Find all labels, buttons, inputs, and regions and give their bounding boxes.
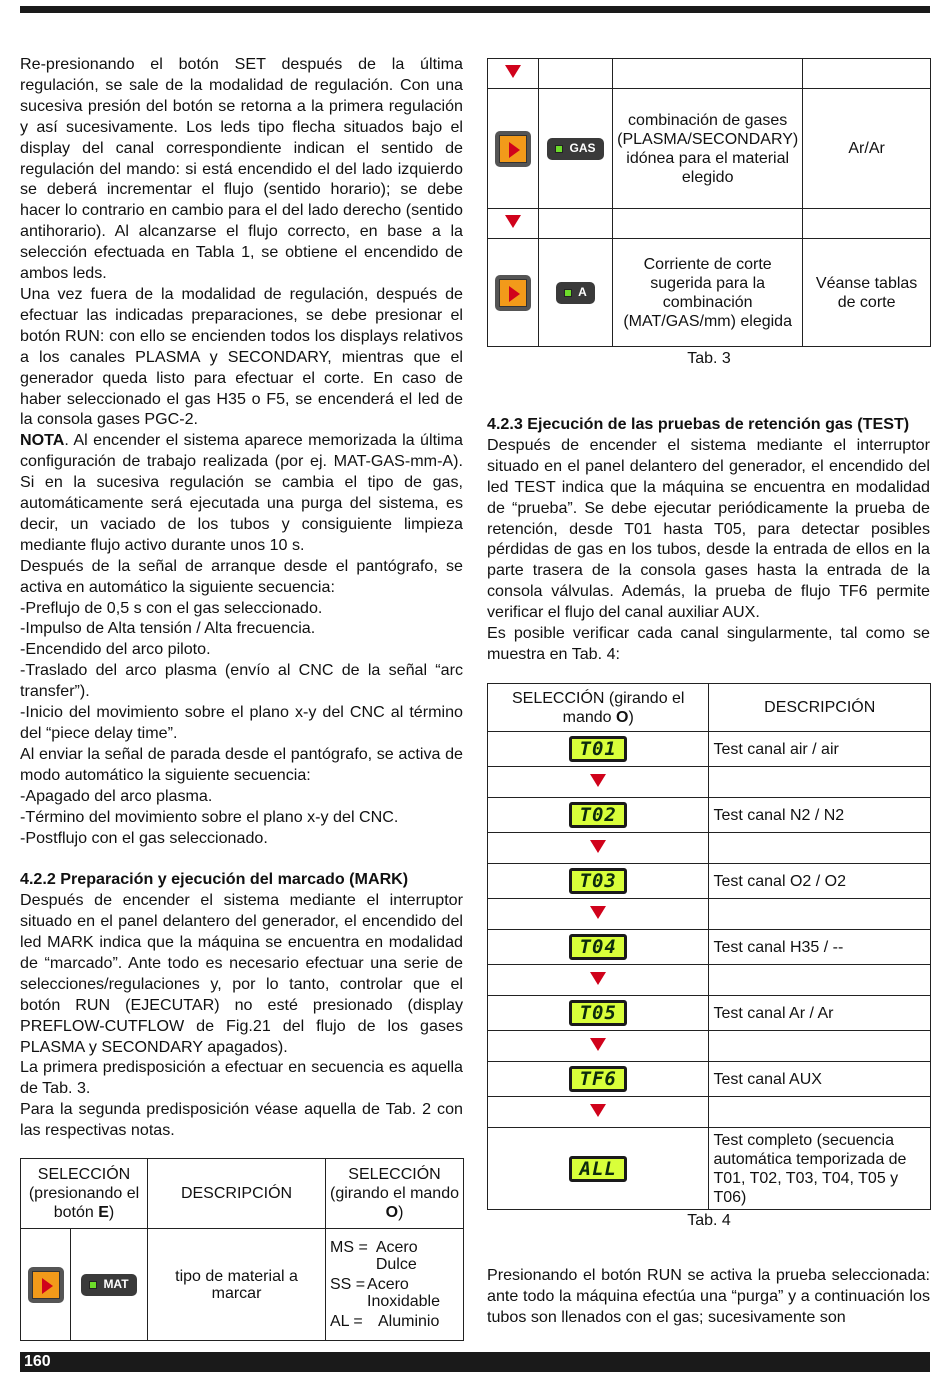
- table-cell: Ar/Ar: [803, 89, 931, 209]
- table-cell: [488, 239, 539, 347]
- nota-text: . Al encender el sistema aparece memorizada la última configuración de trabajo realizada (por ej. MAT-GAS-mm-A). Si en la sucesiva regulación se cambia el tipo de gas, automáticamente será ejecutada una purga del sistema, es decir, un vaciado de los tubos y consiguiente limpieza mediante flujo activo durante unos 10 s.: [20, 431, 463, 554]
- lcd-display: ALL: [569, 1156, 627, 1182]
- paragraph: Después de encender el sistema mediante el interruptor situado en el panel delantero del generador, el encendido del led TEST indica que la máquina se encuentra en modalidad de “prueba”. Se debe ejecutar periódicamente la prueba de retención, desde T01 hasta T05, para detectar posibles pérdidas de gas en los tubos, desde la entrada de ellos en la parte trasera de la consola gases hasta la entrada de la consola válvulas. Además, la prueba de flujo TF6 permite verificar el flujo del canal auxiliar AUX.: [487, 435, 930, 622]
- table-cell: [709, 1031, 931, 1062]
- table-cell: [488, 89, 539, 209]
- right-bottom-paragraph: Presionando el botón RUN se activa la prueba seleccionada: ante todo la máquina efectúa una “purga” y a continuación los tubos son llenados con el gas; sucesivamente son: [487, 1266, 930, 1326]
- lcd-display: T05: [569, 1000, 627, 1026]
- paragraph: Después de encender el sistema mediante el interruptor situado en el panel delantero del generador, el encendido del led MARK indica que la máquina se encuentra en modalidad de “marcado”. Ante todo es necesario efectuar una serie de selecciones/regulaciones y, por lo tanto, controlar que el botón RUN (EJECUTAR) no esté presionado (display PREFLOW-CUTFLOW de Fig.21 del flujo de los gases PLASMA y SECONDARY apagados).: [20, 891, 463, 1056]
- list-item: -Apagado del arco plasma.: [20, 786, 213, 805]
- table-cell: [488, 1097, 709, 1128]
- table-cell: [803, 59, 931, 89]
- table-cell: tipo de material a marcar: [148, 1229, 326, 1341]
- lcd-display: T03: [569, 868, 627, 894]
- mat-led-label: MAT: [81, 1274, 136, 1296]
- table-cell: Test canal air / air: [709, 732, 931, 767]
- table-cell: [709, 899, 931, 930]
- paragraph: Re-presionando el botón SET después de la última regulación, se sale de la modalidad de regulación. Con una sucesiva presión del botón se retorna a la primera regulación y así sucesivamente. Los leds tipo flecha situados bajo el display del canal correspondiente indican el sentido de regulación del mando: si está encendido el del lado izquierdo se deberá incrementar el flujo (sentido horario); se debe hacer lo contrario en cambio para el del lado derecho (sentido antihorario). Al alcanzarse el flujo correcto, en base a la selección efectuada en Tabla 1, se obtiene el encendido de ambos leds.: [20, 55, 463, 283]
- arrow-down-icon: [590, 1104, 606, 1117]
- left-column: [20, 54, 463, 1141]
- table-cell: [709, 833, 931, 864]
- arrow-down-icon: [590, 1038, 606, 1051]
- table-cell: [488, 899, 709, 930]
- section-heading-422: 4.2.2 Preparación y ejecución del marcado (MARK): [20, 870, 409, 889]
- tab3-caption: Tab. 3: [687, 350, 731, 367]
- table-cell: Test canal Ar / Ar: [709, 996, 931, 1031]
- paragraph: Una vez fuera de la modalidad de regulación, después de efectuar las indicadas preparaciones, se debe presionar el botón RUN: con ello se encienden todos los displays relativos a los canales PLASMA y SECONDARY, mientras que el generador queda listo para efectuar el corte. En caso de haber seleccionado el gas H35 o F5, se encenderá el led de la consola gases PGC-2.: [20, 284, 463, 429]
- table-cell: [538, 209, 612, 239]
- paragraph: Después de la señal de arranque desde el pantógrafo, se activa en automático la siguiente secuencia:: [20, 556, 463, 596]
- tab4-caption: Tab. 4: [687, 1212, 731, 1229]
- table-cell: [488, 798, 709, 833]
- table-cell: [488, 996, 709, 1031]
- table-cell: Test canal H35 / --: [709, 930, 931, 965]
- table-cell: [488, 864, 709, 899]
- table-cell: combinación de gases (PLASMA/SECONDARY) idónea para el material elegido: [613, 89, 803, 209]
- table-cell: [488, 732, 709, 767]
- tab4-table: [487, 683, 931, 1210]
- table-cell: [71, 1229, 148, 1341]
- list-item: -Inicio del movimiento sobre el plano x-y del CNC al término del “piece delay time”.: [20, 703, 463, 742]
- arrow-down-icon: [505, 215, 521, 228]
- table-cell: [488, 1128, 709, 1210]
- table-header: SELECCIÓN (girando el mando O): [488, 684, 709, 732]
- paragraph: Es posible verificar cada canal singularmente, tal como se muestra en Tab. 4:: [487, 624, 930, 663]
- table-header: DESCRIPCIÓN: [709, 684, 931, 732]
- list-item: -Término del movimiento sobre el plano x-y del CNC.: [20, 807, 399, 826]
- gas-led-label: GAS: [547, 138, 603, 160]
- table-cell: [538, 239, 612, 347]
- table-cell: Véanse tablas de corte: [803, 239, 931, 347]
- select-button-icon: [495, 275, 531, 311]
- table-cell: Test completo (secuencia automática temporizada de T01, T02, T03, T04, T05 y T06): [709, 1128, 931, 1210]
- table-cell: [613, 209, 803, 239]
- lcd-display: T01: [569, 736, 627, 762]
- page-number: 160: [24, 1353, 51, 1370]
- table-cell: [21, 1229, 71, 1341]
- table-cell: [709, 767, 931, 798]
- tab3-table: [487, 58, 931, 347]
- select-button-icon: [28, 1267, 64, 1303]
- table-cell: [488, 930, 709, 965]
- nota-label: NOTA: [20, 431, 65, 450]
- bottom-rule: [20, 1352, 930, 1372]
- arrow-down-icon: [590, 840, 606, 853]
- section-heading-423: 4.2.3 Ejecución de las pruebas de retención gas (TEST): [487, 415, 910, 433]
- table-header: DESCRIPCIÓN: [148, 1159, 326, 1229]
- table-cell: [538, 89, 612, 209]
- table-cell: [488, 1062, 709, 1097]
- table-cell: [488, 59, 539, 89]
- paragraph: Para la segunda predisposición véase aquella de Tab. 2 con las respectivas notas.: [20, 1100, 463, 1140]
- table-cell: Test canal AUX: [709, 1062, 931, 1097]
- list-item: -Preflujo de 0,5 s con el gas seleccionado.: [20, 598, 323, 617]
- arrow-down-icon: [590, 906, 606, 919]
- arrow-down-icon: [590, 972, 606, 985]
- select-button-icon: [495, 131, 531, 167]
- table-cell: [709, 965, 931, 996]
- arrow-down-icon: [590, 774, 606, 787]
- table-cell: [488, 965, 709, 996]
- table-cell: [488, 1031, 709, 1062]
- table-cell: [538, 59, 612, 89]
- list-item: -Encendido del arco piloto.: [20, 640, 211, 659]
- arrow-down-icon: [505, 65, 521, 78]
- table-cell: [488, 767, 709, 798]
- top-rule: [20, 6, 930, 13]
- table-cell: [613, 59, 803, 89]
- table-cell: MS = Acero Dulce SS = Acero Inoxidable AL = Aluminio: [326, 1229, 464, 1341]
- right-column: [487, 414, 930, 665]
- table-cell: [803, 209, 931, 239]
- paragraph: La primera predisposición a efectuar en secuencia es aquella de Tab. 3.: [20, 1058, 463, 1098]
- table-cell: [488, 209, 539, 239]
- nota-paragraph: [20, 430, 463, 555]
- lcd-display: TF6: [569, 1066, 627, 1092]
- table-cell: [709, 1097, 931, 1128]
- list-item: -Postflujo con el gas seleccionado.: [20, 828, 268, 847]
- paragraph: Al enviar la señal de parada desde el pantógrafo, se activa de modo automático la siguiente secuencia:: [20, 744, 463, 784]
- lcd-display: T04: [569, 934, 627, 960]
- table-cell: Corriente de corte sugerida para la combinación (MAT/GAS/mm) elegida: [613, 239, 803, 347]
- table-header: SELECCIÓN (girando el mando O): [326, 1159, 464, 1229]
- table-cell: Test canal N2 / N2: [709, 798, 931, 833]
- list-item: -Impulso de Alta tensión / Alta frecuencia.: [20, 619, 316, 638]
- table-header: SELECCIÓN (presionando el botón E): [21, 1159, 148, 1229]
- mark-selection-table: [20, 1158, 464, 1341]
- lcd-display: T02: [569, 802, 627, 828]
- a-led-label: A: [556, 282, 595, 304]
- table-cell: [488, 833, 709, 864]
- list-item: -Traslado del arco plasma (envío al CNC de la señal “arc transfer”).: [20, 661, 463, 701]
- table-cell: Test canal O2 / O2: [709, 864, 931, 899]
